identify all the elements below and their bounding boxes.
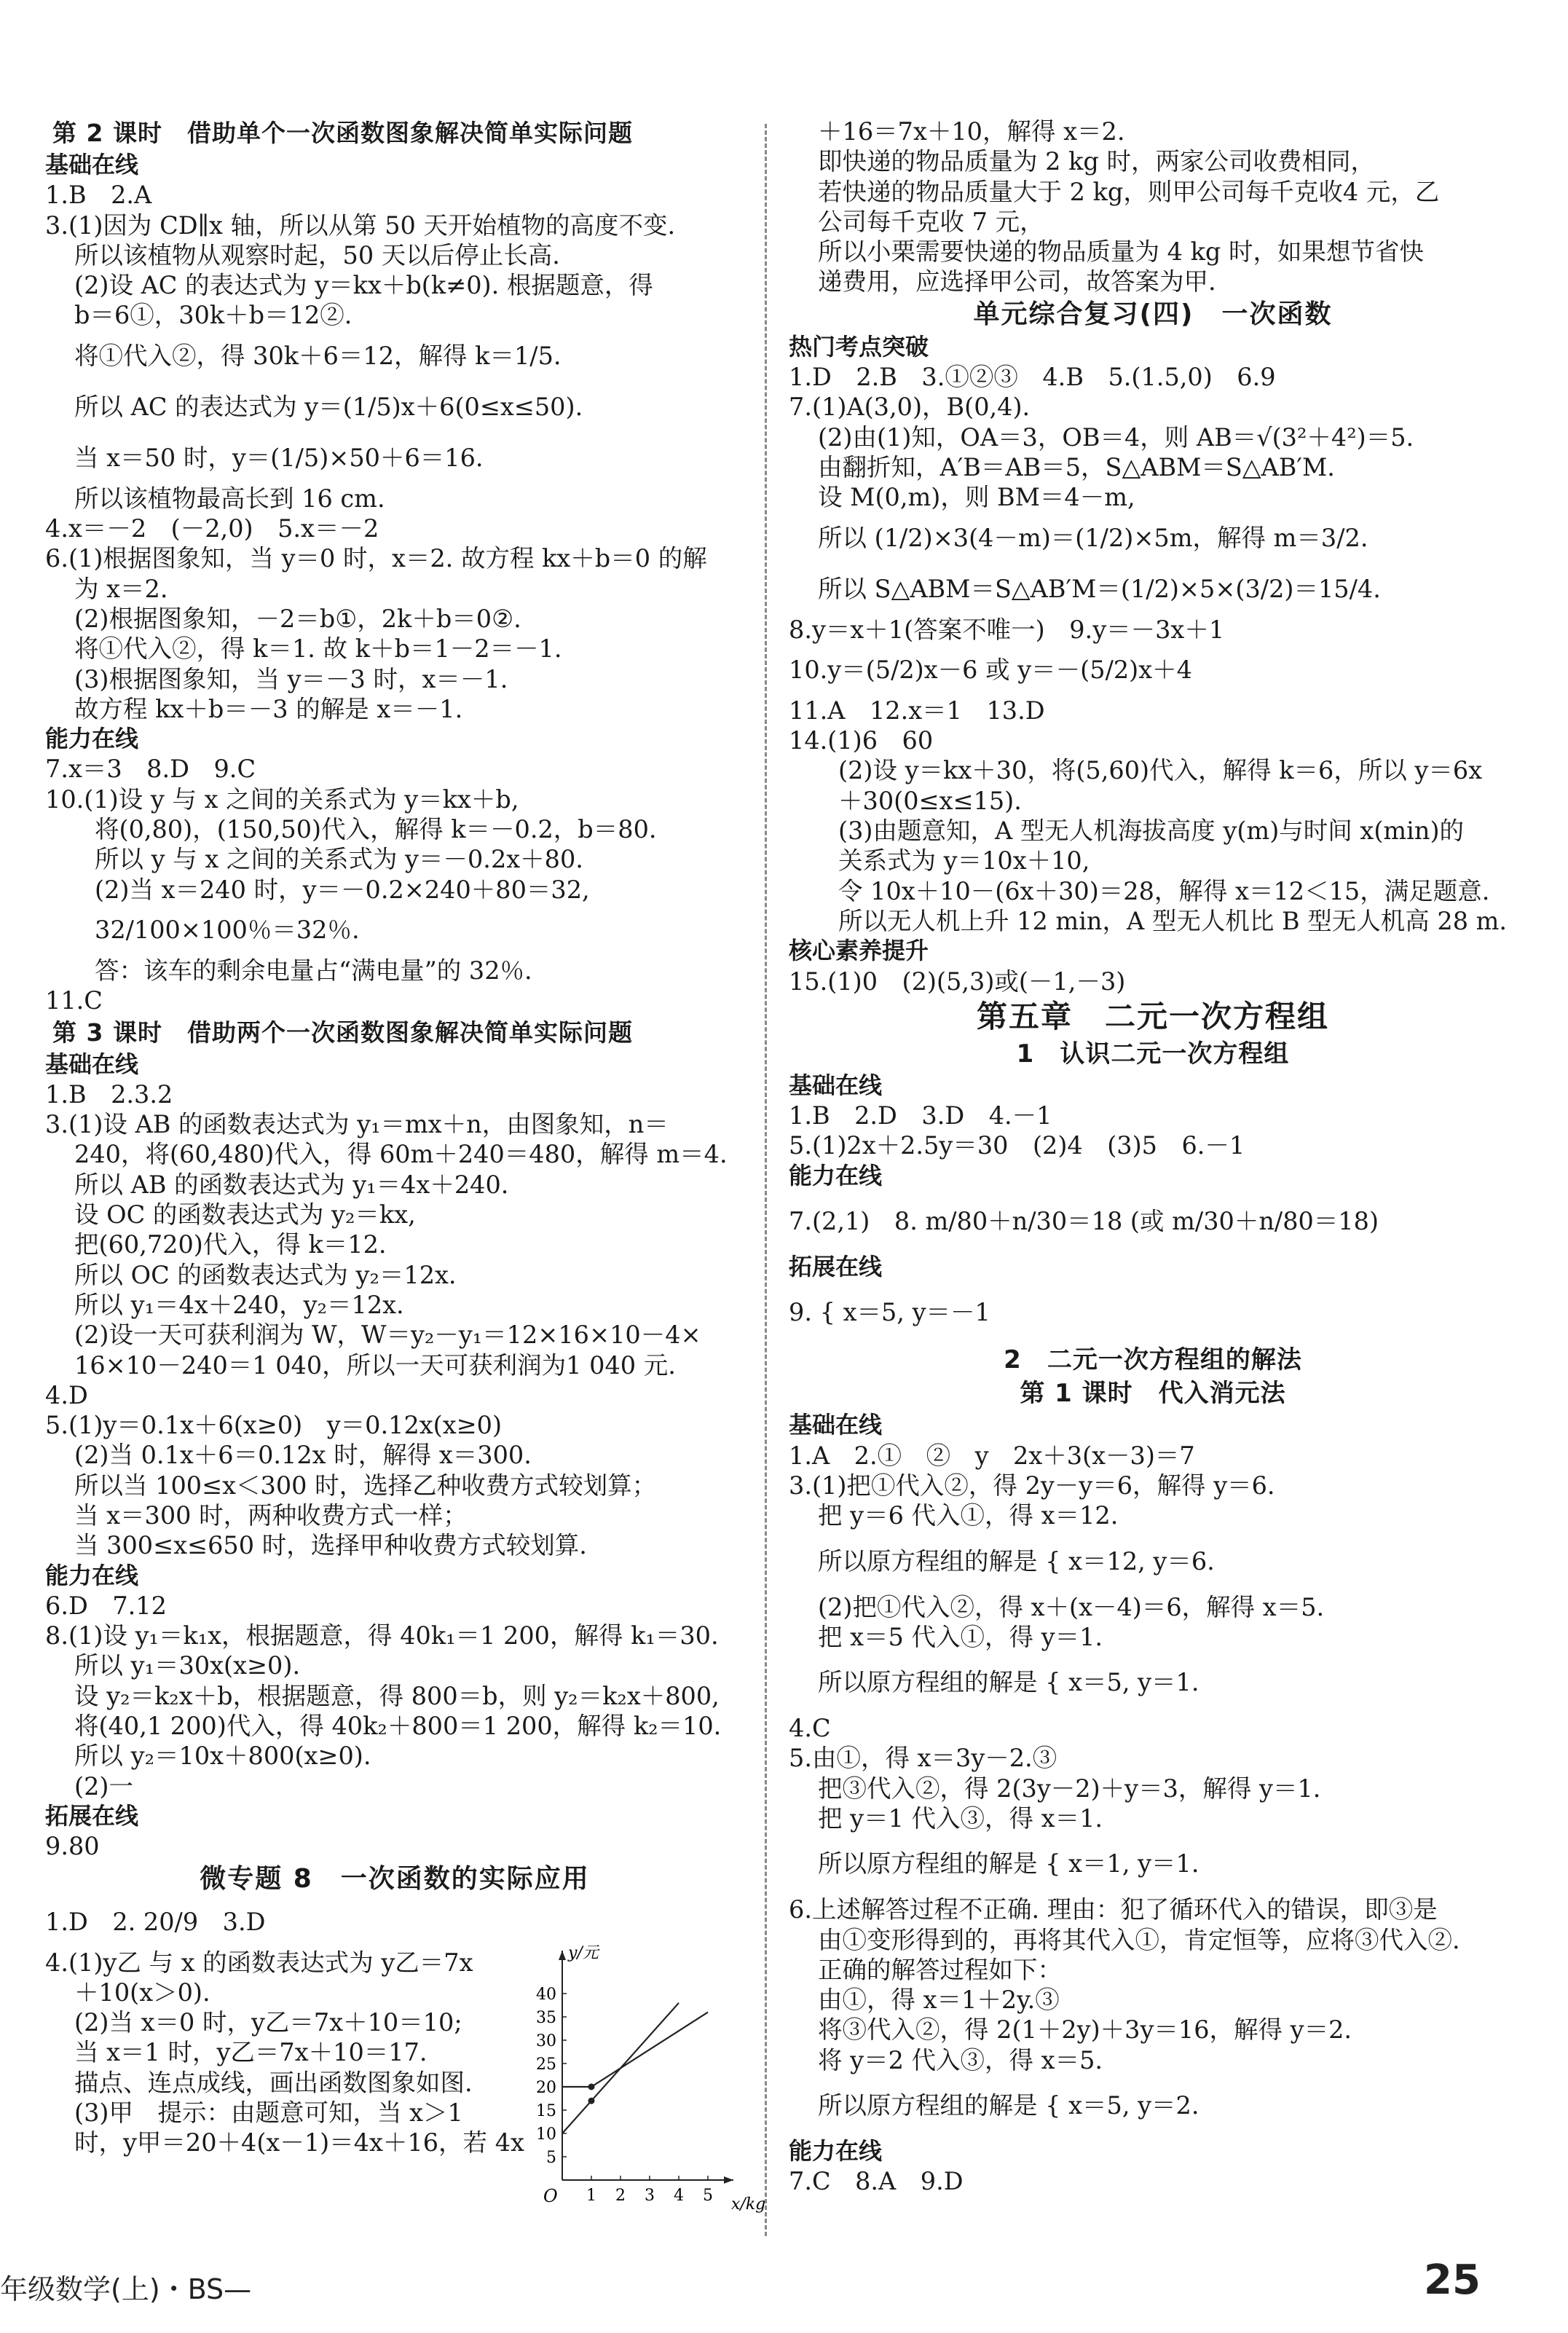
data-point [588, 2084, 595, 2090]
answer-line: 将③代入②，得 2(1＋2y)＋3y＝16，解得 y＝2. [818, 2015, 1352, 2045]
section-heading: 热门考点突破 [789, 332, 929, 361]
answer-line: 描点、连点成线，画出函数图象如图. [74, 2068, 473, 2097]
chapter-title: 微专题 8 一次函数的实际应用 [200, 1863, 590, 1894]
answer-line: b＝6①，30k＋b＝12②. [74, 301, 352, 330]
answer-line: 3.(1)因为 CD∥x 轴，所以从第 50 天开始植物的高度不变. [45, 211, 676, 240]
section-heading: 能力在线 [789, 1161, 883, 1189]
answer-line: 所以当 100≤x＜300 时，选择乙种收费方式较划算； [74, 1471, 657, 1500]
function-graph [519, 1936, 766, 2214]
answer-line: 1.A 2.① ② y 2x＋3(x－3)＝7 [789, 1441, 1195, 1470]
answer-line: 10.y＝(5/2)x－6 或 y＝－(5/2)x＋4 [789, 655, 1192, 684]
answer-line: ＋30(0≤x≤15). [838, 786, 1022, 815]
subsection-title: 第 1 课时 代入消元法 [1020, 1379, 1286, 1409]
answer-line: 7.(1)A(3,0)，B(0,4). [789, 393, 1031, 422]
x-tick-label: 5 [703, 2187, 713, 2205]
answer-line: 当 300≤x≤650 时，选择甲种收费方式较划算. [74, 1531, 587, 1560]
answer-line: 设 y₂＝k₂x＋b，根据题意，得 800＝b，则 y₂＝k₂x＋800, [74, 1681, 720, 1710]
answer-line: 8.(1)设 y₁＝k₁x，根据题意，得 40k₁＝1 200，解得 k₁＝30. [45, 1621, 719, 1651]
answer-line: 11.A 12.x＝1 13.D [789, 696, 1045, 725]
y-axis-label: y/元 [568, 1944, 599, 1962]
data-point [588, 2098, 595, 2104]
answer-line: 所以原方程组的解是 { x＝5, y＝1. [818, 1668, 1199, 1697]
answer-line: 32/100×100％＝32％. [95, 915, 360, 944]
answer-line: 把 x＝5 代入①，得 y＝1. [818, 1622, 1103, 1651]
answer-line: 1.B 2.3.2 [45, 1079, 173, 1109]
answer-line: 5.(1)y＝0.1x＋6(x≥0) y＝0.12x(x≥0) [45, 1411, 503, 1440]
y-tick-label: 10 [536, 2125, 556, 2144]
section-heading: 拓展在线 [789, 1253, 883, 1281]
subsection-title: 1 认识二元一次方程组 [1016, 1039, 1290, 1069]
answer-line: 7.(2,1) 8. m/80＋n/30＝18 (或 m/30＋n/80＝18) [789, 1207, 1379, 1236]
answer-line: 正确的解答过程如下： [818, 1955, 1062, 1984]
answer-line: 3.(1)设 AB 的函数表达式为 y₁＝mx＋n，由图象知，n＝ [45, 1110, 669, 1139]
y-axis-arrow [559, 1951, 566, 1960]
answer-line: 所以原方程组的解是 { x＝5, y＝2. [818, 2091, 1199, 2120]
x-tick-label: 3 [645, 2187, 655, 2205]
answer-line: 故方程 kx＋b＝－3 的解是 x＝－1. [74, 694, 463, 723]
answer-line: 6.D 7.12 [45, 1591, 167, 1620]
answer-line: 当 x＝1 时，y乙＝7x＋10＝17. [74, 2038, 428, 2067]
answer-line: 关系式为 y＝10x＋10, [838, 846, 1090, 876]
answer-line: 1.B 2.A [45, 181, 152, 210]
answer-line: 设 M(0,m)，则 BM＝4－m, [818, 483, 1135, 512]
answer-line: 把③代入②，得 2(3y－2)＋y＝3，解得 y＝1. [818, 1774, 1321, 1803]
page-number: 25 [1424, 2257, 1481, 2304]
answer-line: 5.(1)2x＋2.5y＝30 (2)4 (3)5 6.－1 [789, 1131, 1245, 1160]
answer-line: 即快递的物品质量为 2 kg 时，两家公司收费相同， [818, 147, 1376, 176]
answer-line: 当 x＝300 时，两种收费方式一样； [74, 1500, 468, 1530]
answer-line: 所以 AB 的函数表达式为 y₁＝4x＋240. [74, 1170, 509, 1199]
answer-line: 由①，得 x＝1＋2y.③ [818, 1986, 1060, 2015]
answer-line: 1.B 2.D 3.D 4.－1 [789, 1101, 1052, 1130]
answer-line: 所以 y₂＝10x＋800(x≥0). [74, 1742, 371, 1771]
section-heading: 基础在线 [789, 1411, 883, 1439]
answer-line: (2)当 0.1x＋6＝0.12x 时，解得 x＝300. [74, 1441, 532, 1470]
answer-line: 由翻折知，A′B＝AB＝5，S△ABM＝S△AB′M. [818, 452, 1335, 481]
series-line-1 [562, 2013, 708, 2087]
answer-line: 所以 S△ABM＝S△AB′M＝(1/2)×5×(3/2)＝15/4. [818, 574, 1381, 603]
y-tick-label: 5 [546, 2149, 556, 2167]
answer-line: (2)把①代入②，得 x＋(x－4)＝6，解得 x＝5. [818, 1592, 1325, 1621]
answer-line: 答：该车的剩余电量占“满电量”的 32％. [95, 956, 532, 985]
answer-line: 6.上述解答过程不正确. 理由：犯了循环代入的错误，即③是 [789, 1895, 1438, 1924]
answer-line: 由①变形得到的，再将其代入①，肯定恒等，应将③代入②. [818, 1925, 1460, 1954]
section-heading: 能力在线 [45, 1561, 139, 1589]
x-axis-label: x/kg [731, 2195, 766, 2214]
answer-line: 6.(1)根据图象知，当 y＝0 时，x＝2. 故方程 kx＋b＝0 的解 [45, 544, 707, 573]
right-column [789, 117, 1517, 2197]
answer-line: 递费用，应选择甲公司，故答案为甲. [818, 267, 1216, 296]
answer-line: 公司每千克收 7 元， [818, 207, 1044, 236]
answer-line: 4.x＝－2 (－2,0) 5.x＝－2 [45, 514, 379, 543]
answer-line: 所以该植物从观察时起，50 天以后停止长高. [74, 240, 560, 270]
answer-line: 令 10x＋10－(6x＋30)＝28，解得 x＝12＜15，满足题意. [838, 876, 1490, 905]
left-column [45, 117, 744, 2158]
answer-line: 所以无人机上升 12 min，A 型无人机比 B 型无人机高 28 m. [838, 906, 1508, 935]
answer-line: (2)设 AC 的表达式为 y＝kx＋b(k≠0). 根据题意，得 [74, 271, 653, 300]
answer-line: 5.由①，得 x＝3y－2.③ [789, 1744, 1057, 1773]
section-heading: 拓展在线 [45, 1801, 139, 1830]
answer-line: 8.y＝x＋1(答案不唯一) 9.y＝－3x＋1 [789, 615, 1225, 644]
answer-line: 所以该植物最高长到 16 cm. [74, 484, 385, 513]
x-axis-arrow [724, 2176, 733, 2184]
answer-line: 将①代入②，得 30k＋6＝12，解得 k＝1/5. [74, 341, 562, 370]
answer-line: 设 OC 的函数表达式为 y₂＝kx, [74, 1200, 416, 1230]
answer-line: (2)设 y＝kx＋30，将(5,60)代入，解得 k＝6，所以 y＝6x [838, 756, 1483, 785]
y-tick-label: 40 [536, 1986, 556, 2004]
x-tick-label: 1 [586, 2187, 596, 2205]
x-tick-label: 4 [674, 2187, 684, 2205]
answer-line: (3)甲 提示：由题意可知，当 x＞1 [74, 2098, 463, 2128]
answer-line: 把 y＝6 代入①，得 x＝12. [818, 1501, 1119, 1530]
answer-line: 所以 (1/2)×3(4－m)＝(1/2)×5m，解得 m＝3/2. [818, 523, 1368, 552]
answer-line: 把 y＝1 代入③，得 x＝1. [818, 1803, 1103, 1833]
answer-line: 把(60,720)代入，得 k＝12. [74, 1230, 387, 1259]
y-tick-label: 35 [536, 2009, 556, 2027]
section-heading: 能力在线 [789, 2137, 883, 2165]
answer-line: 所以 y 与 x 之间的关系式为 y＝－0.2x＋80. [95, 845, 583, 874]
answer-line: 所以原方程组的解是 { x＝12, y＝6. [818, 1546, 1215, 1575]
answer-line: (2)由(1)知，OA＝3，OB＝4，则 AB＝√(3²＋4²)＝5. [818, 422, 1414, 452]
answer-line: 15.(1)0 (2)(5,3)或(－1,－3) [789, 967, 1126, 996]
answer-line: 将 y＝2 代入③，得 x＝5. [818, 2045, 1103, 2074]
subsection-title: 2 二元一次方程组的解法 [1004, 1345, 1302, 1375]
lesson-title: 第 3 课时 借助两个一次函数图象解决简单实际问题 [52, 1018, 633, 1047]
answer-line: 7.C 8.A 9.D [789, 2167, 964, 2196]
answer-line: ＋16＝7x＋10，解得 x＝2. [818, 117, 1125, 146]
section-heading: 核心素养提升 [789, 937, 929, 965]
answer-line: (3)由题意知，A 型无人机海拔高度 y(m)与时间 x(min)的 [838, 817, 1465, 846]
answer-line: (3)根据图象知，当 y＝－3 时，x＝－1. [74, 664, 508, 693]
answer-line: 1.D 2.B 3.①②③ 4.B 5.(1.5,0) 6.9 [789, 363, 1276, 392]
footer-book-title: 年级数学(上)・BS— [0, 2273, 252, 2305]
section-heading: 基础在线 [789, 1071, 883, 1099]
y-tick-label: 25 [536, 2055, 556, 2074]
answer-line: 16×10－240＝1 040，所以一天可获利润为1 040 元. [74, 1350, 676, 1380]
answer-line: (2)当 x＝0 时，y乙＝7x＋10＝10; [74, 2008, 462, 2037]
answer-line: 4.D [45, 1380, 88, 1409]
column-divider [765, 124, 767, 2236]
section-heading: 基础在线 [45, 1050, 139, 1078]
series-line-2 [562, 2003, 679, 2133]
section-heading: 基础在线 [45, 151, 139, 178]
answer-line: 所以小栗需要快递的物品质量为 4 kg 时，如果想节省快 [818, 237, 1425, 267]
answer-line: (2)根据图象知，－2＝b①，2k＋b＝0②. [74, 604, 521, 633]
answer-line: 11.C [45, 986, 103, 1015]
answer-line: 将(0,80)，(150,50)代入，解得 k＝－0.2，b＝80. [95, 815, 657, 844]
answer-line: 7.x＝3 8.D 9.C [45, 755, 256, 784]
answer-line: 将(40,1 200)代入，得 40k₂＋800＝1 200，解得 k₂＝10. [74, 1712, 722, 1741]
y-tick-label: 15 [536, 2102, 556, 2120]
answer-line: 所以 y₁＝30x(x≥0). [74, 1651, 301, 1680]
answer-line: 所以 OC 的函数表达式为 y₂＝12x. [74, 1260, 457, 1289]
chapter-title: 单元综合复习(四) 一次函数 [973, 299, 1333, 329]
answer-line: 3.(1)把①代入②，得 2y－y＝6，解得 y＝6. [789, 1471, 1275, 1500]
y-tick-label: 20 [536, 2079, 556, 2097]
x-tick-label: 2 [615, 2187, 626, 2205]
answer-line: 所以原方程组的解是 { x＝1, y＝1. [818, 1849, 1199, 1878]
answer-line: 4.C [789, 1714, 831, 1743]
origin-label: O [543, 2186, 558, 2206]
answer-line: ＋10(x＞0). [74, 1978, 210, 2007]
y-tick-label: 30 [536, 2032, 556, 2050]
answer-line: 时，y甲＝20＋4(x－1)＝4x＋16，若 4x [74, 2128, 524, 2157]
answer-line: 10.(1)设 y 与 x 之间的关系式为 y＝kx＋b, [45, 784, 519, 814]
answer-line: 为 x＝2. [74, 574, 168, 603]
answer-line: 1.D 2. 20/9 3.D [45, 1907, 266, 1936]
answer-line: 4.(1)y乙 与 x 的函数表达式为 y乙＝7x [45, 1948, 473, 1977]
answer-line: 当 x＝50 时，y＝(1/5)×50＋6＝16. [74, 443, 484, 472]
answer-line: 所以 AC 的表达式为 y＝(1/5)x＋6(0≤x≤50). [74, 392, 583, 421]
answer-line: 9.80 [45, 1832, 100, 1861]
chapter-title: 第五章 二元一次方程组 [976, 998, 1329, 1034]
answer-line: 所以 y₁＝4x＋240，y₂＝12x. [74, 1290, 404, 1319]
answer-line: (2)一 [74, 1771, 133, 1801]
lesson-title: 第 2 课时 借助单个一次函数图象解决简单实际问题 [52, 119, 633, 147]
answer-line: 若快递的物品质量大于 2 kg，则甲公司每千克收4 元，乙 [818, 177, 1440, 206]
answer-line: (2)当 x＝240 时，y＝－0.2×240＋80＝32, [95, 875, 590, 904]
answer-line: 14.(1)6 60 [789, 726, 934, 755]
answer-line: (2)设一天可获利润为 W，W＝y₂－y₁＝12×16×10－4× [74, 1321, 701, 1350]
answer-line: 9. { x＝5, y＝－1 [789, 1298, 990, 1327]
answer-line: 240，将(60,480)代入，得 60m＋240＝480，解得 m＝4. [74, 1140, 728, 1169]
answer-line: 将①代入②，得 k＝1. 故 k＋b＝1－2＝－1. [74, 634, 562, 664]
section-heading: 能力在线 [45, 725, 139, 753]
